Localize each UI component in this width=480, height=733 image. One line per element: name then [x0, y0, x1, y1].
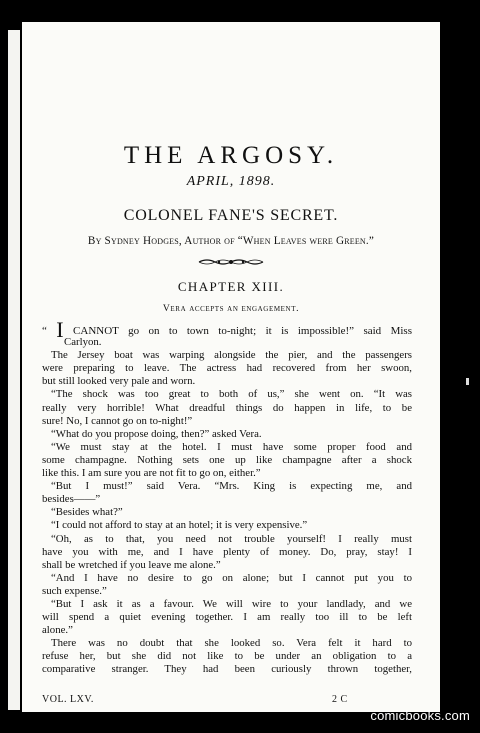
volume-number: VOL. LXV. [42, 694, 94, 705]
paragraph-line: like this. I am sure you are not fit to go on, either.” [42, 467, 261, 480]
paragraph-line: “And I have no desire to go on alone; but I cannot put you to [51, 571, 412, 584]
paragraph-line: will spend a quiet evening together. I am really too ill to be left [42, 611, 412, 624]
paragraph-line: some champagne. Nothing sets one up like champagne after a shock [42, 453, 412, 466]
paragraph-line: “The shock was too great to both of us,” she went on. “It was [51, 388, 412, 401]
magazine-title: THE ARGOSY. [123, 142, 339, 169]
scan-artifact [466, 378, 469, 385]
paragraph-line: besides——” [42, 493, 101, 506]
paragraph-line: shall be wretched if you leave me alone.” [42, 558, 221, 571]
issue-date: APRIL, 1898. [186, 174, 276, 189]
story-byline: By Sydney Hodges, Author of “When Leaves were Green.” [87, 235, 375, 247]
paragraph-line: Carlyon. [64, 336, 102, 349]
paragraph-line: “Oh, as to that, you need not trouble yourself! I really must [51, 532, 412, 545]
paragraph-line: “But I ask it as a favour. We will wire to your landlady, and we [51, 597, 412, 610]
paragraph-line: “Besides what?” [51, 506, 123, 519]
paragraph-line: really very horrible! What dreadful things do happen in life, to be [42, 401, 412, 414]
paragraph-line: The Jersey boat was warping alongside the pier, and the passengers [51, 349, 412, 362]
story-title: COLONEL FANE'S SECRET. [123, 207, 339, 224]
book-page [22, 22, 440, 712]
paragraph-line: comparative stranger. They had been curiously thrown together, [42, 663, 412, 676]
watermark: comicbooks.com [370, 708, 470, 723]
chapter-heading: CHAPTER XIII. [177, 279, 285, 294]
paragraph-line: have you with me, and I have plenty of money. Do, pray, stay! I [42, 545, 412, 558]
paragraph-line: sure! No, I cannot go on to-night!” [42, 414, 193, 427]
paragraph-line: alone.” [42, 624, 73, 637]
paragraph-line: but still looked very pale and worn. [42, 375, 196, 388]
paragraph-line: were preparing to leave. The actress had recovered from her swoon, [42, 362, 412, 375]
body-text [42, 317, 412, 677]
chapter-subtitle: Vera accepts an engagement. [162, 303, 300, 314]
paragraph-first-line: “ I CANNOT go on to town to-night; it is impossible!” said Miss [42, 317, 412, 342]
paragraph-line: “What do you propose doing, then?” asked Vera. [51, 427, 262, 440]
ornament-divider [197, 257, 265, 267]
open-quote: “ [42, 325, 57, 337]
paragraph-line: “We must stay at the hotel. I must have some proper food and [51, 440, 412, 453]
paragraph-line: “I could not afford to stay at an hotel; it is very expensive.” [51, 519, 308, 532]
paragraph-line: such expense.” [42, 584, 107, 597]
paragraph-line: There was no doubt that she looked so. Vera felt it hard to [51, 637, 412, 650]
signature-mark: 2 C [332, 694, 348, 705]
drop-cap: I [56, 317, 64, 342]
paragraph-line: “But I must!” said Vera. “Mrs. King is expecting me, and [51, 480, 412, 493]
paragraph-line: refuse her, but she did not like to be under an obligation to a [42, 650, 412, 663]
previous-page-edge [8, 30, 20, 710]
